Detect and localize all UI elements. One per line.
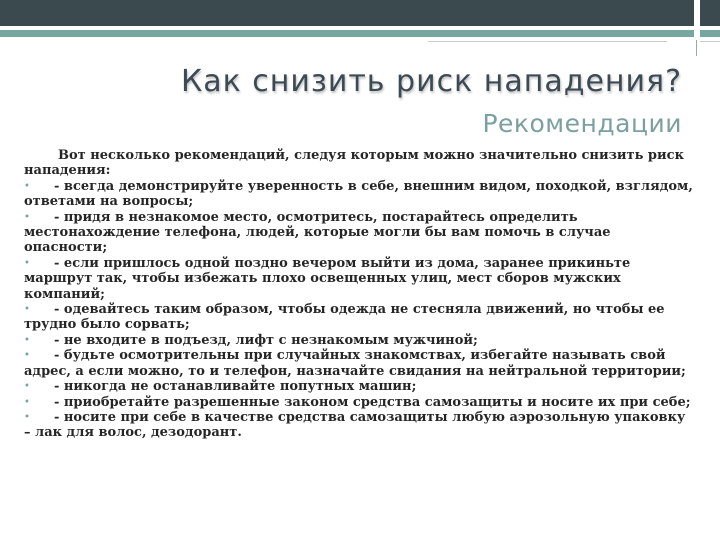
bullet-icon: • bbox=[24, 304, 30, 316]
list-item-text: - одевайтесь таким образом, чтобы одежда не стесняла движений, но чтобы ее трудно было сорвать; bbox=[24, 302, 665, 333]
bullet-icon: • bbox=[24, 396, 30, 408]
bullet-icon: • bbox=[24, 211, 30, 223]
header-bar-right bbox=[700, 0, 720, 26]
bullet-icon: • bbox=[24, 411, 30, 423]
list-item bbox=[24, 379, 696, 394]
intro-paragraph: Вот несколько рекомендаций, следуя которым можно значительно снизить риск нападения: bbox=[24, 148, 684, 179]
bullet-icon: • bbox=[24, 350, 30, 362]
list-item bbox=[24, 256, 696, 302]
bullet-icon: • bbox=[24, 334, 30, 346]
list-item-text: - приобретайте разрешенные законом средства самозащиты и носите их при себе; bbox=[54, 394, 691, 410]
bullet-icon: • bbox=[24, 257, 30, 269]
list-item-text: - будьте осмотрительны при случайных знакомствах, избегайте называть свой адрес, а если можно, то и телефон, назначайте свидания на нейтральной территории; bbox=[24, 348, 686, 379]
header-accent-bar bbox=[0, 30, 694, 37]
list-item-text: - никогда не останавливайте попутных машин; bbox=[54, 379, 417, 395]
list-item bbox=[24, 348, 696, 379]
header-bar bbox=[0, 0, 694, 26]
list-item bbox=[24, 302, 696, 333]
list-item-text: - придя в незнакомое место, осмотритесь, постарайтесь определить местонахождение телефона, людей, которые могли бы вам помочь в случае опасности; bbox=[24, 209, 611, 256]
header-vertical-rule bbox=[696, 40, 697, 56]
recommendation-list bbox=[24, 179, 696, 441]
list-item-text: - всегда демонстрируйте уверенность в себе, внешним видом, походкой, взглядом, ответами на вопросы; bbox=[24, 178, 693, 210]
bullet-icon: • bbox=[24, 381, 30, 393]
list-item bbox=[24, 210, 696, 256]
list-item bbox=[24, 410, 696, 441]
slide-body bbox=[24, 148, 696, 441]
bullet-icon: • bbox=[24, 180, 30, 192]
list-item bbox=[24, 395, 696, 410]
header-rule bbox=[428, 41, 667, 42]
list-item-text: - если пришлось одной поздно вечером выйти из дома, заранее прикиньте маршрут так, чтобы избежать плохо освещенных улиц, мест сборов мужских компаний; bbox=[24, 255, 631, 302]
slide-subtitle: Рекомендации bbox=[482, 109, 682, 138]
header-accent-bar-right bbox=[700, 30, 720, 37]
header-rule-right bbox=[700, 41, 720, 42]
list-item-text: - носите при себе в качестве средства самозащиты любую аэрозольную упаковку – лак для волос, дезодорант. bbox=[24, 409, 686, 441]
list-item bbox=[24, 333, 696, 348]
list-item bbox=[24, 179, 696, 210]
list-item-text: - не входите в подъезд, лифт с незнакомым мужчиной; bbox=[54, 332, 478, 348]
slide-title: Как снизить риск нападения? bbox=[180, 64, 682, 99]
